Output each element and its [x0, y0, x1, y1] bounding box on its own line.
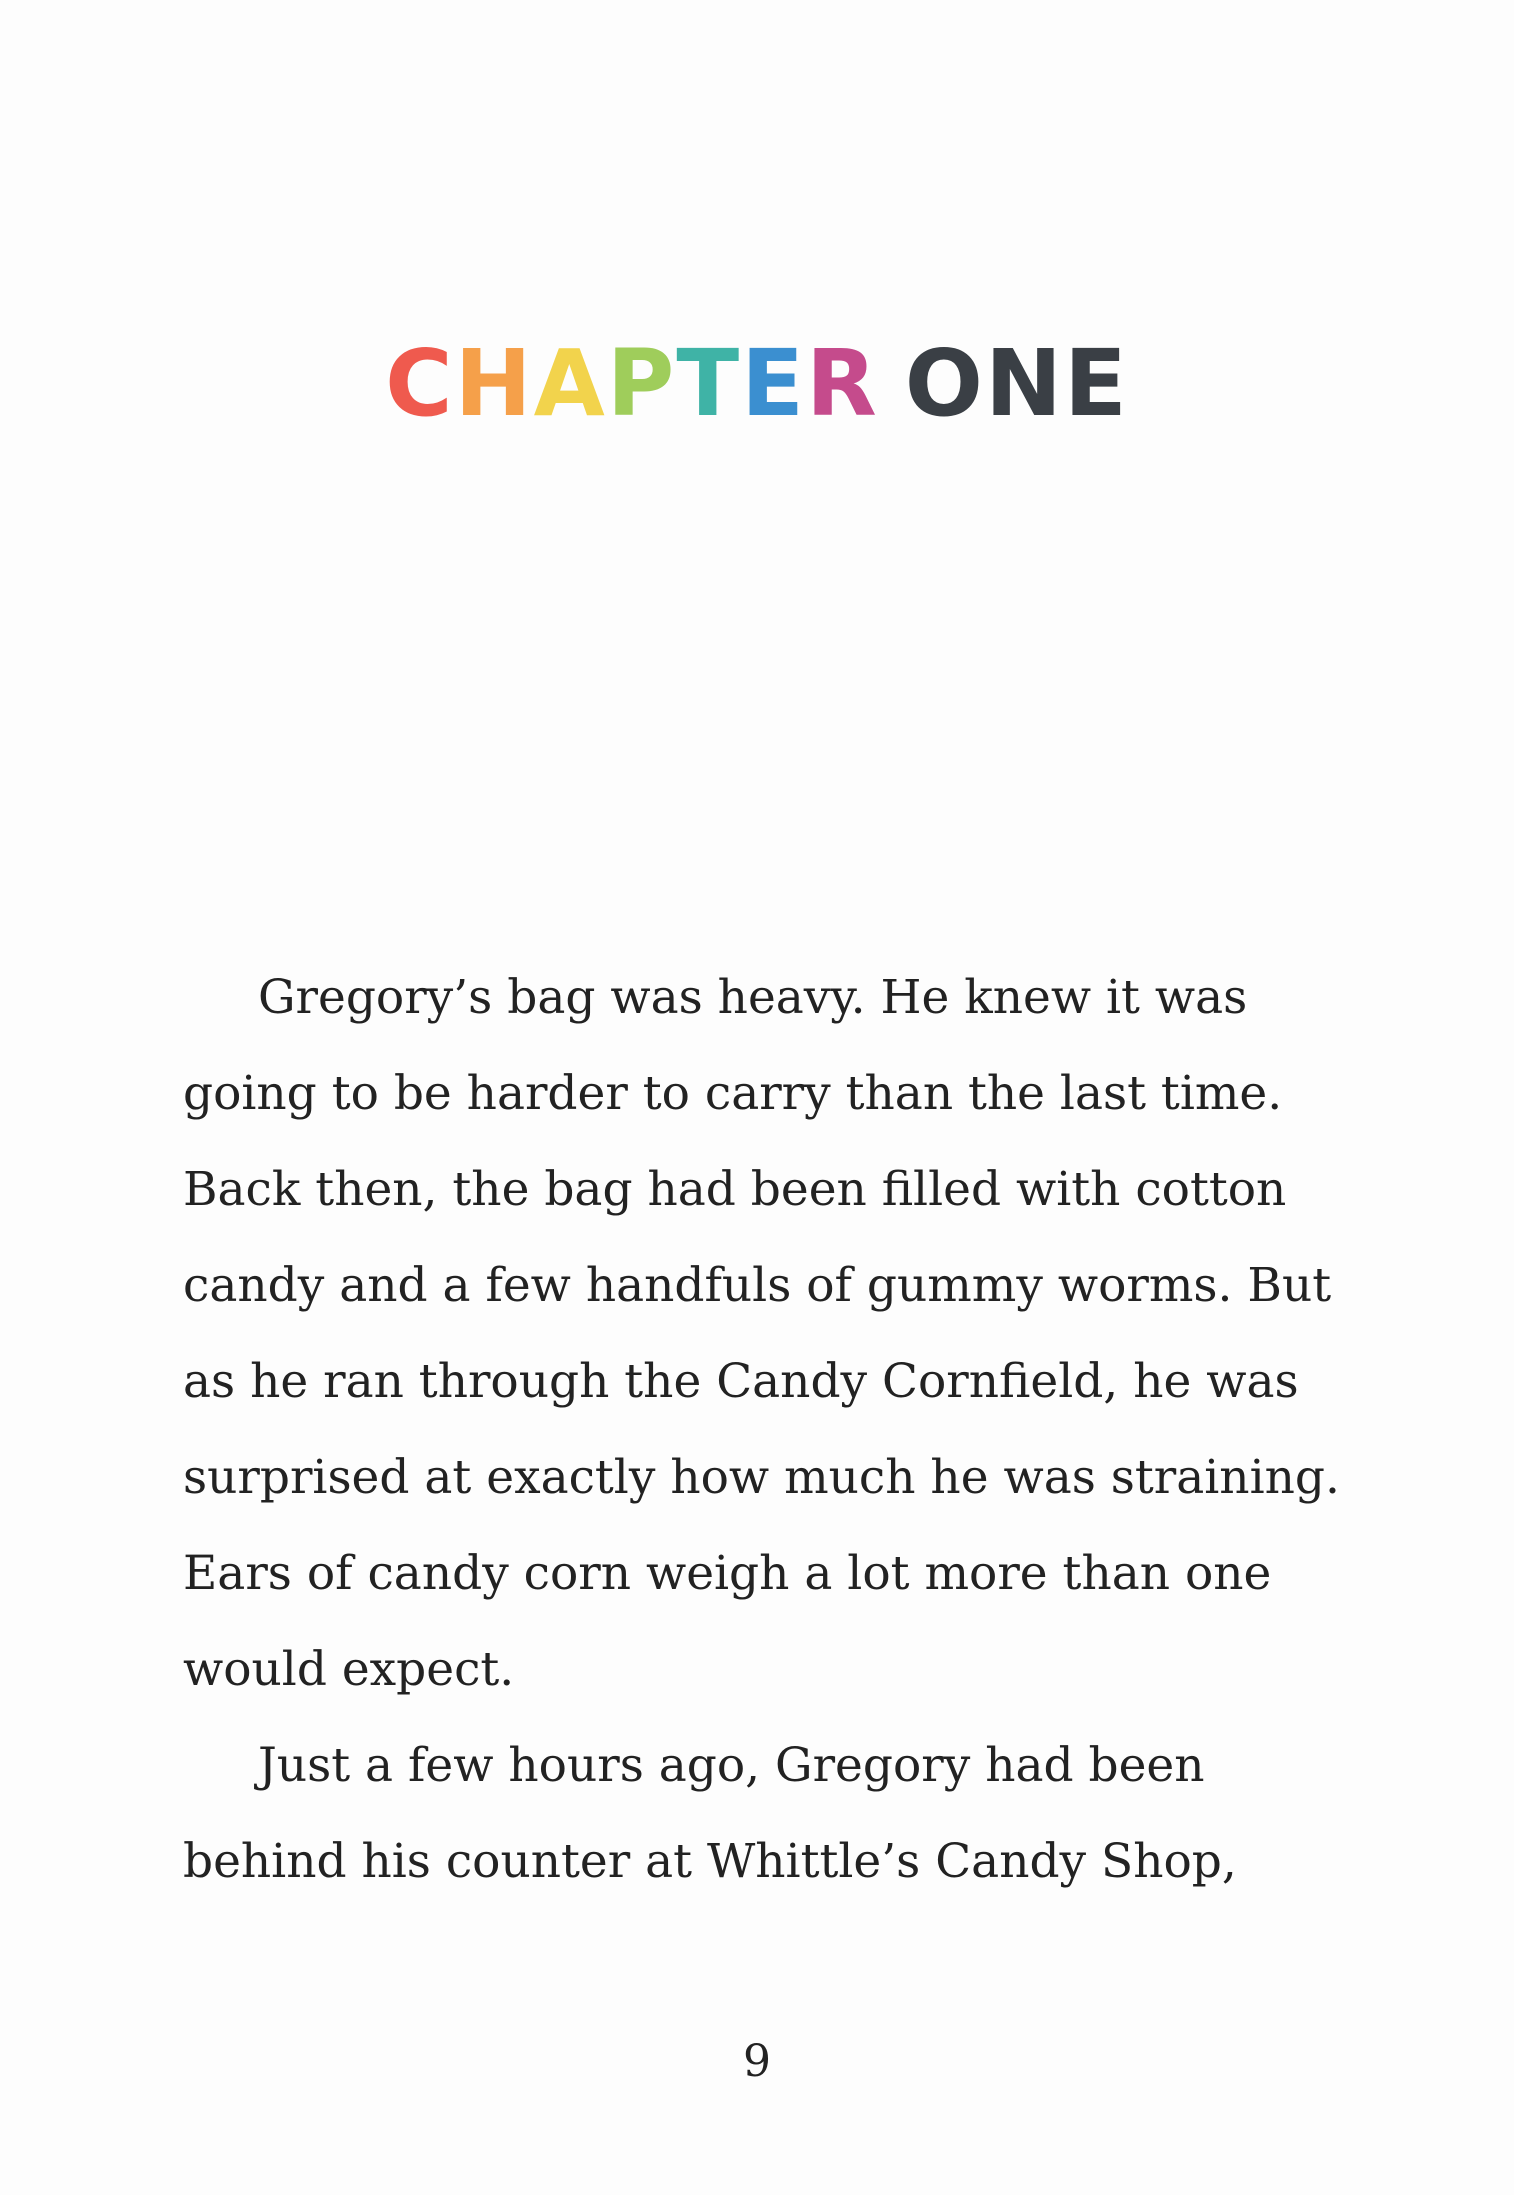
chapter-letter: A: [533, 330, 607, 437]
text-line: surprised at exactly how much he was straining.: [183, 1450, 1340, 1505]
chapter-heading: [0, 330, 1514, 437]
chapter-letter: R: [805, 330, 879, 437]
text-line: candy and a few handfuls of gummy worms. But: [183, 1258, 1332, 1313]
text-line: Back then, the bag had been filled with cotton: [183, 1162, 1287, 1217]
text-line: as he ran through the Candy Cornfield, he was: [183, 1354, 1299, 1409]
text-line: would expect.: [183, 1642, 515, 1697]
page-number: 9: [743, 2036, 771, 2087]
paragraph: [183, 950, 1343, 1718]
chapter-letter: C: [385, 330, 455, 437]
body-text: [183, 950, 1343, 1910]
text-line: Gregory’s bag was heavy. He knew it was: [258, 970, 1248, 1025]
chapter-letter: E: [741, 330, 806, 437]
text-line: behind his counter at Whittle’s Candy Shop,: [183, 1834, 1237, 1889]
chapter-number-word: ONE: [904, 330, 1129, 437]
chapter-letter: H: [454, 330, 534, 437]
text-line: Ears of candy corn weigh a lot more than one: [183, 1546, 1272, 1601]
text-line: going to be harder to carry than the last time.: [183, 1066, 1283, 1121]
paragraph: [183, 1718, 1343, 1910]
text-line: Just a few hours ago, Gregory had been: [258, 1738, 1205, 1793]
chapter-letter: P: [606, 330, 677, 437]
chapter-letter: T: [676, 330, 742, 437]
